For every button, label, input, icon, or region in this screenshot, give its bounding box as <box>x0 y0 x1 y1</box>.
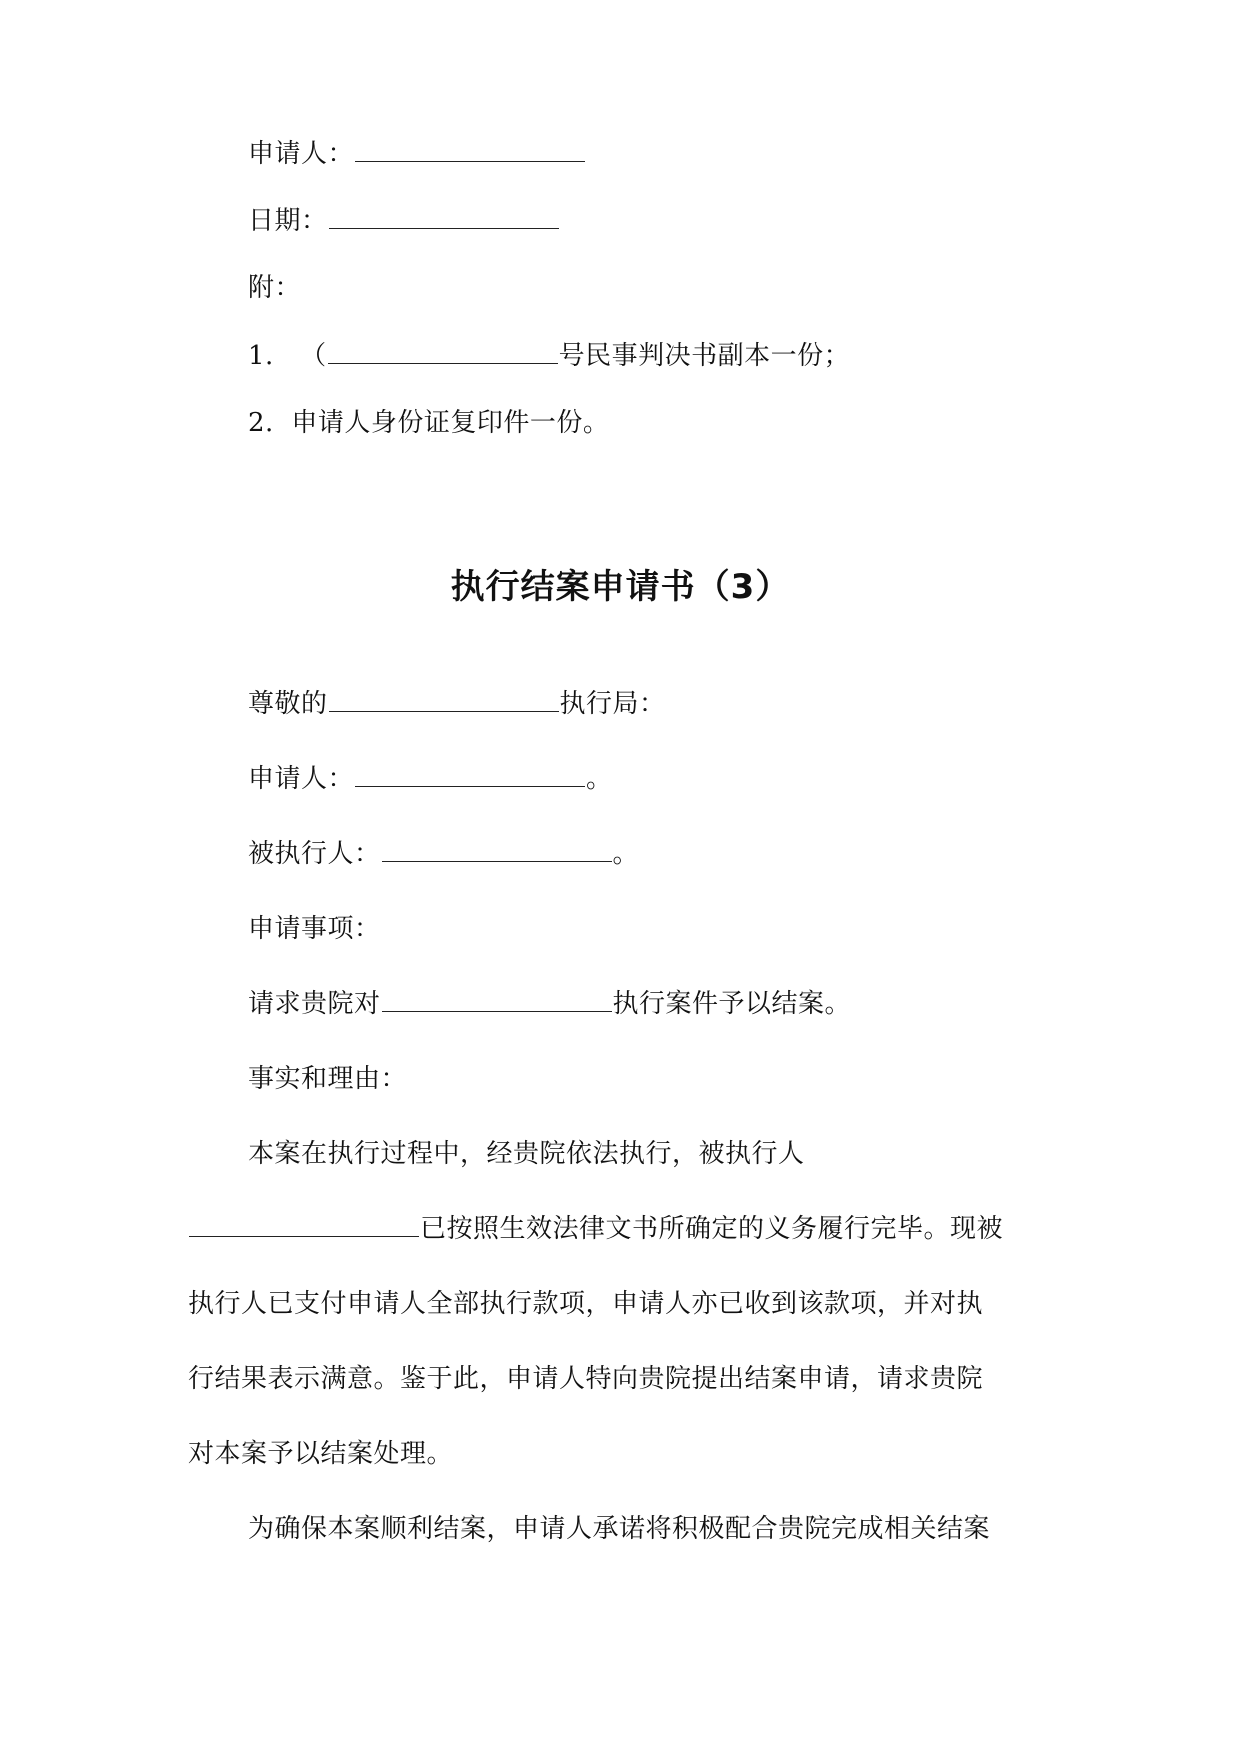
respondent-label: 被执行人： <box>248 839 381 869</box>
facts-heading-text: 事实和理由： <box>248 1064 408 1094</box>
applicant-signature-line <box>248 135 586 173</box>
commitment-text: 为确保本案顺利结案，申请人承诺将积极配合贵院完成相关结案 <box>248 1514 991 1544</box>
request-line <box>248 985 851 1023</box>
request-heading-text: 申请事项： <box>248 914 381 944</box>
attachment-heading <box>248 269 301 307</box>
facts-paragraph-line-5 <box>188 1435 453 1473</box>
date-line <box>248 202 560 240</box>
applicant-label: 申请人： <box>248 139 355 169</box>
respondent-name-blank[interactable] <box>382 835 612 862</box>
period-mark: 。 <box>612 839 640 869</box>
facts-paragraph-line-2 <box>188 1210 1003 1248</box>
applicant-line <box>248 760 613 798</box>
request-prefix: 请求贵院对 <box>248 989 381 1019</box>
salutation-line <box>248 685 666 723</box>
attachment-label: 附： <box>248 273 302 303</box>
facts-text: 本案在执行过程中，经贵院依法执行，被执行人 <box>248 1139 805 1169</box>
facts-paragraph-line-3 <box>188 1285 983 1323</box>
facts-text: 执行人已支付申请人全部执行款项，申请人亦已收到该款项，并对执 <box>188 1289 984 1319</box>
commitment-paragraph-line-1 <box>248 1510 990 1548</box>
attachment-number: 2. <box>248 408 274 438</box>
request-heading <box>248 910 381 948</box>
attachment-item-2 <box>248 404 609 442</box>
attachment-text: 申请人身份证复印件一份。 <box>291 408 610 438</box>
date-blank[interactable] <box>329 202 559 229</box>
salutation-suffix: 执行局： <box>559 689 666 719</box>
date-label: 日期： <box>248 206 328 236</box>
salutation-prefix: 尊敬的 <box>248 689 328 719</box>
facts-text: 对本案予以结案处理。 <box>188 1439 454 1469</box>
attachment-prefix: （ <box>300 341 327 371</box>
facts-text: 行结果表示满意。鉴于此，申请人特向贵院提出结案申请，请求贵院 <box>188 1364 984 1394</box>
court-name-blank[interactable] <box>329 685 559 712</box>
attachment-number: 1. <box>248 341 274 371</box>
applicant-label: 申请人： <box>248 764 355 794</box>
facts-text: 已按照生效法律文书所确定的义务履行完毕。现被 <box>420 1214 1004 1244</box>
request-suffix: 执行案件予以结案。 <box>612 989 852 1019</box>
applicant-blank[interactable] <box>355 135 585 162</box>
attachment-text: 号民事判决书副本一份； <box>558 341 851 371</box>
respondent-blank[interactable] <box>189 1210 419 1237</box>
facts-paragraph-line-1 <box>248 1135 805 1173</box>
facts-heading <box>248 1060 407 1098</box>
applicant-name-blank[interactable] <box>355 760 585 787</box>
document-title: 执行结案申请书（3） <box>450 567 791 607</box>
period-mark: 。 <box>586 764 613 794</box>
respondent-line <box>248 835 639 873</box>
judgment-number-blank[interactable] <box>328 337 558 364</box>
attachment-item-1 <box>248 337 850 375</box>
case-blank[interactable] <box>382 985 612 1012</box>
facts-paragraph-line-4 <box>188 1360 983 1398</box>
